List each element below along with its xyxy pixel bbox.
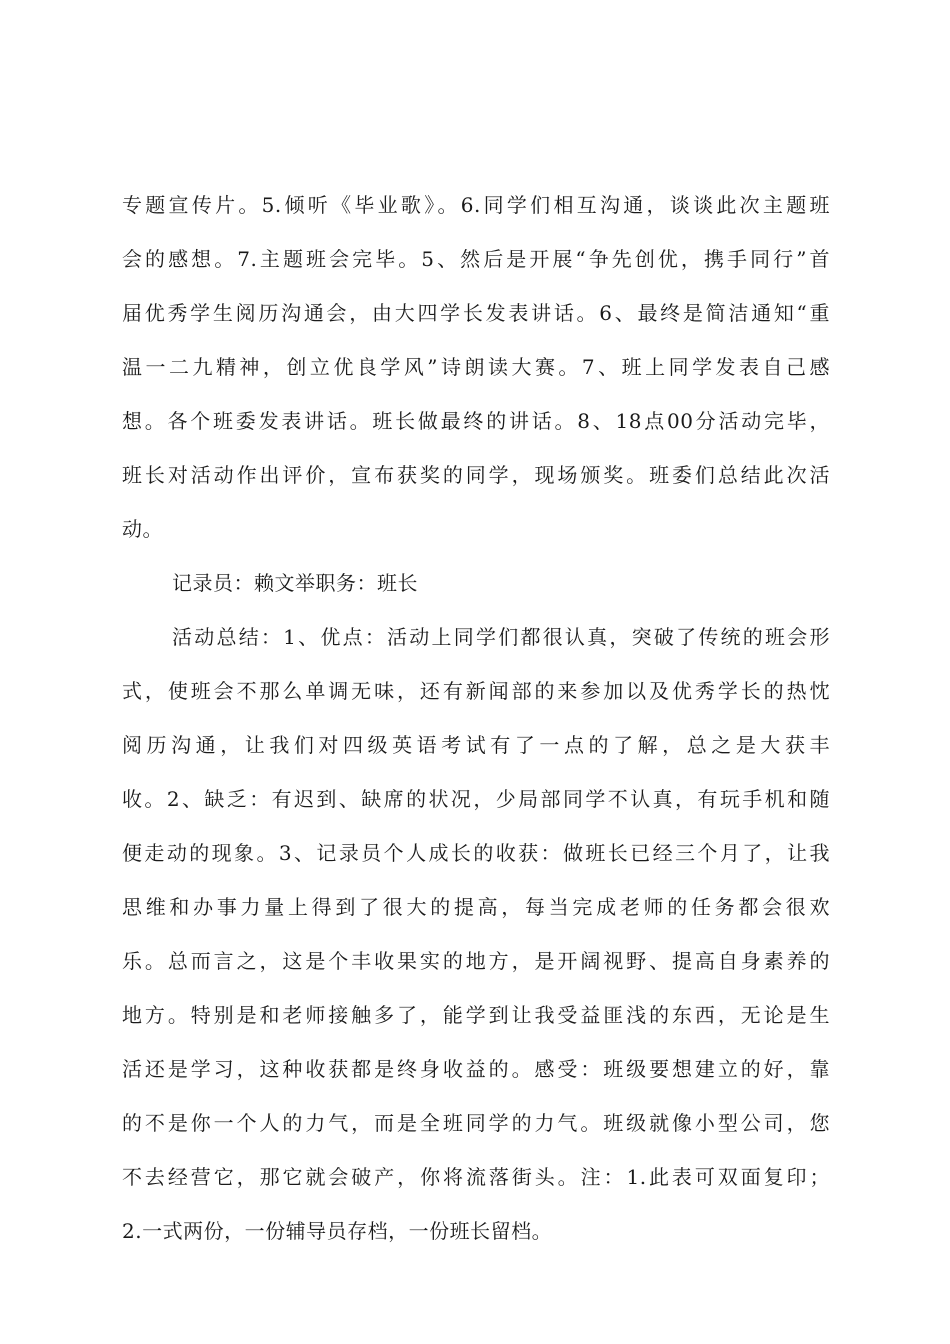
paragraph-1-line-4: 温一二九精神，创立优良学风”诗朗读大赛。7、班上同学发表自己感	[122, 355, 830, 379]
paragraph-1-line-3: 届优秀学生阅历沟通会，由大四学长发表讲话。6、最终是简洁通知“重	[122, 301, 830, 325]
summary-line-2: 式，使班会不那么单调无味，还有新闻部的来参加以及优秀学长的热忱	[122, 679, 830, 703]
summary-line-3: 阅历沟通，让我们对四级英语考试有了一点的了解，总之是大获丰	[122, 733, 830, 757]
summary-line-9: 活还是学习，这种收获都是终身收益的。感受：班级要想建立的好，靠	[122, 1057, 830, 1081]
summary-line-10: 的不是你一个人的力气，而是全班同学的力气。班级就像小型公司，您	[122, 1111, 830, 1135]
summary-line-4: 收。2、缺乏：有迟到、缺席的状况，少局部同学不认真，有玩手机和随	[122, 787, 830, 811]
summary-line-8: 地方。特别是和老师接触多了，能学到让我受益匪浅的东西，无论是生	[122, 1003, 830, 1027]
paragraph-1-line-2: 会的感想。7.主题班会完毕。5、然后是开展“争先创优，携手同行”首	[122, 247, 830, 271]
paragraph-1-line-6: 班长对活动作出评价，宣布获奖的同学，现场颁奖。班委们总结此次活	[122, 463, 830, 487]
summary-line-6: 思维和办事力量上得到了很大的提高，每当完成老师的任务都会很欢	[122, 895, 830, 919]
summary-line-7: 乐。总而言之，这是个丰收果实的地方，是开阔视野、提高自身素养的	[122, 949, 830, 973]
summary-line-1: 活动总结：1、优点：活动上同学们都很认真，突破了传统的班会形	[172, 625, 830, 649]
paragraph-1-line-1: 专题宣传片。5.倾听《毕业歌》。6.同学们相互沟通，谈谈此次主题班	[122, 193, 830, 217]
summary-line-11: 不去经营它，那它就会破产，你将流落街头。注：1.此表可双面复印；	[122, 1165, 830, 1189]
recorder-line: 记录员：赖文举职务：班长	[172, 571, 418, 595]
paragraph-1-line-5: 想。各个班委发表讲话。班长做最终的讲话。8、18点00分活动完毕，	[122, 409, 830, 433]
summary-line-12: 2.一式两份，一份辅导员存档，一份班长留档。	[122, 1219, 553, 1243]
summary-line-5: 便走动的现象。3、记录员个人成长的收获：做班长已经三个月了，让我	[122, 841, 830, 865]
paragraph-1-line-7: 动。	[122, 517, 163, 541]
